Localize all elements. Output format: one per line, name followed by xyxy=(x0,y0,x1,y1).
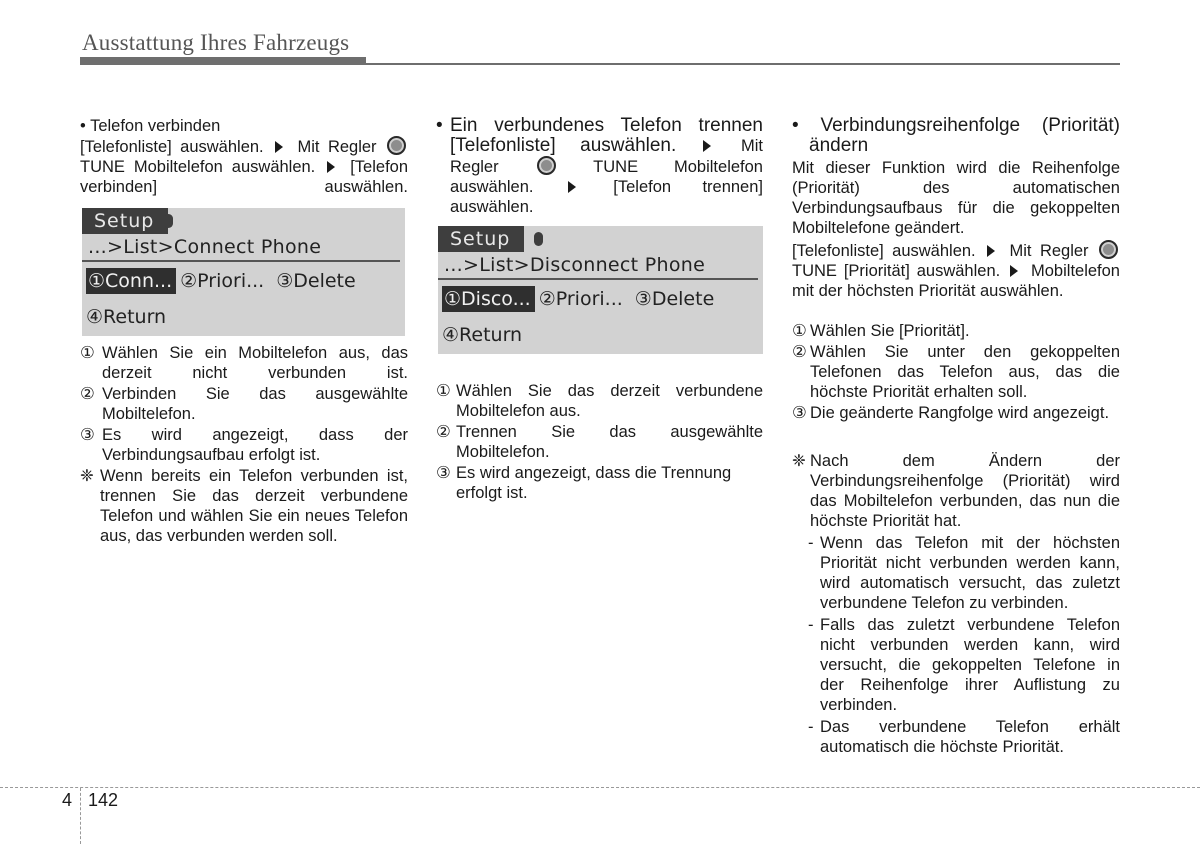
screen-setup-tab: Setup xyxy=(438,226,524,252)
dash-symbol: - xyxy=(808,616,814,634)
item-text: Verbinden Sie das ausgewählte Mobiltelefon. xyxy=(102,385,408,423)
option-delete[interactable]: ③Delete xyxy=(634,288,715,310)
list-item xyxy=(436,381,763,421)
instruction-line xyxy=(450,136,763,156)
header-rule-thick xyxy=(80,57,366,65)
option-priority[interactable]: ②Priori... xyxy=(180,270,265,292)
instruction-text: Mobiltelefon xyxy=(674,158,763,176)
note-text: Nach dem Ändern der Verbindungsreihenfolge (Priorität) wird das Mobiltelefon verbunden, das nun die höchste Priorität hat. xyxy=(810,452,1120,530)
instruction-text: TUNE [Priorität] auswählen. xyxy=(792,262,1001,280)
heading-text: [Telefonliste] auswählen. xyxy=(450,135,677,156)
instruction-text: Regler xyxy=(450,158,499,176)
tune-knob-icon xyxy=(537,156,556,175)
dash-symbol: - xyxy=(808,534,814,552)
section-title: Ausstattung Ihres Fahrzeugs xyxy=(82,30,350,55)
instruction-line xyxy=(80,136,408,157)
tune-knob-icon xyxy=(1099,240,1118,259)
item-number: ① xyxy=(792,322,807,340)
item-number: ② xyxy=(792,343,807,361)
footer-rule xyxy=(0,787,1200,788)
list-item xyxy=(80,384,408,424)
instruction-line xyxy=(792,240,1120,261)
bullet: • xyxy=(436,115,443,136)
item-text: Die geänderte Rangfolge wird angezeigt. xyxy=(810,404,1110,422)
item-text: Wählen Sie unter den gekoppelten Telefonen das Telefon aus, das die höchste Priorität erhalten soll. xyxy=(810,343,1120,401)
instruction-text: Mit Regler xyxy=(297,138,377,156)
option-priority[interactable]: ②Priori... xyxy=(538,288,623,310)
display-screen-disconnect xyxy=(438,226,763,354)
list-item xyxy=(792,403,1120,423)
instruction-text: [Telefon trennen] xyxy=(613,178,763,196)
list-item xyxy=(80,425,408,465)
display-screen-connect xyxy=(82,208,405,336)
chapter-number: 4 xyxy=(62,790,73,810)
item-text: Wählen Sie das derzeit verbundene Mobiltelefon aus. xyxy=(456,382,763,420)
note-item xyxy=(80,466,408,546)
option-delete[interactable]: ③Delete xyxy=(276,270,356,292)
bluetooth-icon xyxy=(534,232,543,246)
footer-divider xyxy=(80,788,81,844)
item-number: ③ xyxy=(80,426,95,444)
item-text: Wählen Sie ein Mobiltelefon aus, das derzeit nicht verbunden ist. xyxy=(102,344,408,382)
instruction-text: Mit xyxy=(741,137,763,155)
screen-options xyxy=(86,268,356,294)
instruction-text: Mobiltelefon mit der höchsten Priorität auswählen. xyxy=(792,262,1120,300)
option-return[interactable]: ④Return xyxy=(442,324,523,346)
instruction-line xyxy=(792,261,1120,301)
item-text: Es wird angezeigt, dass der Verbindungsaufbau erfolgt ist. xyxy=(102,426,408,464)
item-text: Es wird angezeigt, dass die Trennung erfolgt ist. xyxy=(456,464,732,502)
instruction-line xyxy=(450,177,763,197)
instruction-text: [Telefonliste] auswählen. xyxy=(80,138,264,156)
list-item xyxy=(436,422,763,462)
dash-item xyxy=(808,615,1120,715)
note-symbol: ❈ xyxy=(792,452,806,470)
item-number: ② xyxy=(80,385,95,403)
header-rule-thin xyxy=(366,63,1120,65)
note-text: Wenn bereits ein Telefon verbunden ist, trennen Sie das derzeit verbundene Telefon und wählen Sie ein neues Telefon aus, das verbunden werden soll. xyxy=(100,467,408,545)
note-symbol: ❈ xyxy=(80,467,94,485)
heading-text: Ein verbundenes Telefon trennen xyxy=(450,115,763,136)
screen-divider xyxy=(82,260,400,262)
item-number: ③ xyxy=(436,464,451,482)
heading-disconnect-phone xyxy=(436,116,763,217)
screen-path: ...>List>Connect Phone xyxy=(88,236,322,258)
instruction-text: Mit Regler xyxy=(1009,242,1089,260)
arrow-right-icon xyxy=(275,141,283,153)
list-item xyxy=(80,343,408,383)
option-disconnect[interactable]: ①Disco... xyxy=(442,286,535,312)
item-number: ③ xyxy=(792,404,807,422)
dash-item xyxy=(808,717,1120,757)
item-number: ② xyxy=(436,423,451,441)
instruction-text: TUNE Mobiltelefon auswählen. xyxy=(80,158,316,176)
dash-text: Das verbundene Telefon erhält automatisch die höchste Priorität. xyxy=(820,718,1120,756)
arrow-right-icon xyxy=(327,161,335,173)
screen-setup-tab: Setup xyxy=(82,208,168,234)
instruction-text: auswählen. xyxy=(450,178,534,196)
dash-symbol: - xyxy=(808,718,814,736)
instruction-text: TUNE xyxy=(593,158,639,176)
bluetooth-icon xyxy=(164,214,173,228)
screen-path: ...>List>Disconnect Phone xyxy=(444,254,706,276)
instruction-line xyxy=(450,156,763,177)
dash-text: Wenn das Telefon mit der höchsten Priorität nicht verbunden werden kann, wird automatisch versucht, das zuletzt verbundene Telefon zu verbinden. xyxy=(820,534,1120,612)
instruction-text: auswählen. xyxy=(450,198,534,216)
instruction-text: [Telefonliste] auswählen. xyxy=(792,242,976,260)
arrow-right-icon xyxy=(1010,265,1018,277)
heading-priority-cont: ändern xyxy=(809,135,869,156)
arrow-right-icon xyxy=(568,181,576,193)
heading-connect-phone: • Telefon verbinden xyxy=(80,117,221,135)
instruction-line xyxy=(80,157,408,197)
tune-knob-icon xyxy=(387,136,406,155)
list-item xyxy=(792,321,1120,341)
dash-item xyxy=(808,533,1120,613)
instruction-text: [Telefon verbinden] auswählen. xyxy=(80,158,409,196)
option-return[interactable]: ④Return xyxy=(86,306,167,328)
arrow-right-icon xyxy=(987,245,995,257)
heading-priority: • Verbindungsreihenfolge (Priorität) xyxy=(792,115,1120,136)
note-item xyxy=(792,451,1120,531)
screen-options xyxy=(442,286,714,312)
list-item xyxy=(436,463,763,503)
item-number: ① xyxy=(436,382,451,400)
list-item xyxy=(792,342,1120,402)
option-connect[interactable]: ①Conn... xyxy=(86,268,176,294)
arrow-right-icon xyxy=(703,140,711,152)
item-text: Wählen Sie [Priorität]. xyxy=(810,322,970,340)
page-number: 142 xyxy=(88,790,119,810)
intro-text: Mit dieser Funktion wird die Reihenfolge (Priorität) des automatischen Verbindungsaufbaus für die gekoppelten Mobiltelefone geändert. xyxy=(792,159,1120,237)
screen-divider xyxy=(438,278,758,280)
item-number: ① xyxy=(80,344,95,362)
dash-text: Falls das zuletzt verbundene Telefon nicht verbunden werden kann, wird versucht, die gekoppelten Telefone in der Reihenfolge ihrer Auflistung zu verbinden. xyxy=(820,616,1120,714)
item-text: Trennen Sie das ausgewählte Mobiltelefon. xyxy=(456,423,763,461)
column-priority xyxy=(792,116,1120,757)
